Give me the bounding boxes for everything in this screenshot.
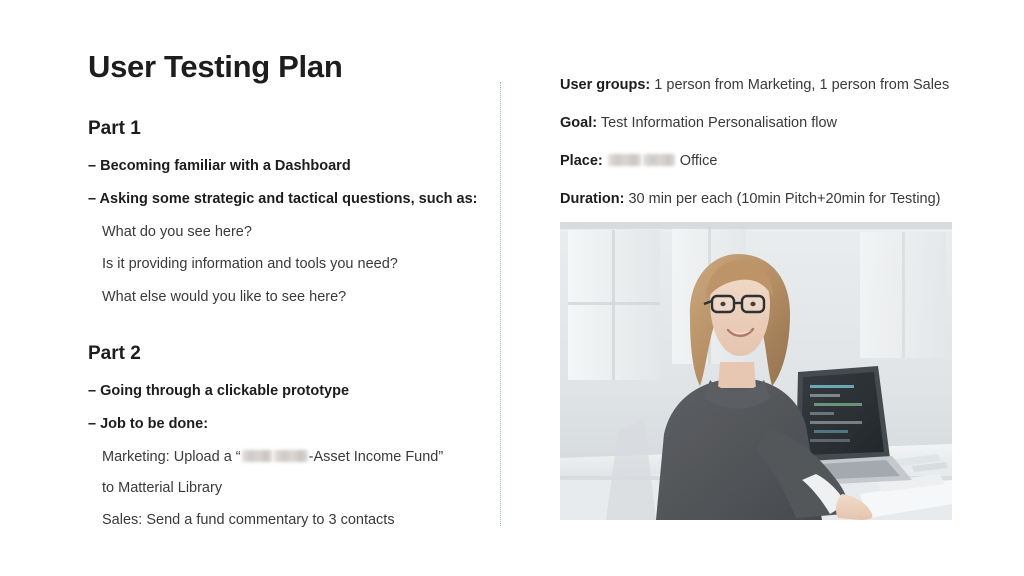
- part2-task-sales: Sales: Send a fund commentary to 3 contacts: [102, 512, 395, 529]
- meta-duration: [560, 190, 952, 209]
- part1-bullet-2: – Asking some strategic and tactical questions, such as:: [88, 190, 478, 207]
- left-column: [88, 50, 488, 543]
- part2-bullet-2: – Job to be done:: [88, 415, 209, 432]
- meta-goal: [560, 114, 952, 133]
- meta-user-groups-label: User groups:: [560, 77, 651, 93]
- task-marketing-prefix: Marketing: Upload a “: [102, 448, 241, 465]
- part1-question-2: Is it providing information and tools you need?: [102, 256, 398, 273]
- task-marketing-suffix: -Asset Income Fund”: [308, 448, 444, 465]
- part2-task-marketing-line2: to Matterial Library: [102, 480, 223, 497]
- meta-duration-label: Duration:: [560, 190, 625, 207]
- meta-user-groups: [560, 76, 952, 95]
- part1-question-3: What else would you like to see here?: [102, 289, 347, 306]
- photo-woman-at-desk: [560, 222, 952, 520]
- meta-duration-value: 30 min per each (10min Pitch+20min for Testing): [628, 190, 941, 207]
- meta-place-label: Place:: [560, 152, 603, 169]
- meta-goal-label: Goal:: [560, 114, 598, 131]
- section-heading-part-1: Part 1: [88, 118, 141, 140]
- meta-goal-value: Test Information Personalisation flow: [600, 114, 837, 131]
- vertical-divider: [500, 82, 501, 526]
- part2-task-marketing: [88, 448, 488, 467]
- page-title: User Testing Plan: [88, 49, 343, 84]
- meta-place-value: Office: [679, 152, 718, 169]
- right-column: [560, 76, 952, 227]
- part2-bullet-1: – Going through a clickable prototype: [88, 382, 350, 399]
- part1-bullet-1: – Becoming familiar with a Dashboard: [88, 157, 351, 174]
- part1-question-1: What do you see here?: [102, 223, 252, 240]
- meta-place: [560, 152, 952, 171]
- meta-user-groups-value: 1 person from Marketing, 1 person from Sales: [654, 77, 950, 93]
- redacted-text-block: [242, 450, 272, 462]
- section-heading-part-2: Part 2: [88, 343, 141, 365]
- redacted-text-block: [608, 154, 641, 166]
- redacted-text-block: [643, 154, 675, 166]
- redacted-text-block: [274, 450, 308, 462]
